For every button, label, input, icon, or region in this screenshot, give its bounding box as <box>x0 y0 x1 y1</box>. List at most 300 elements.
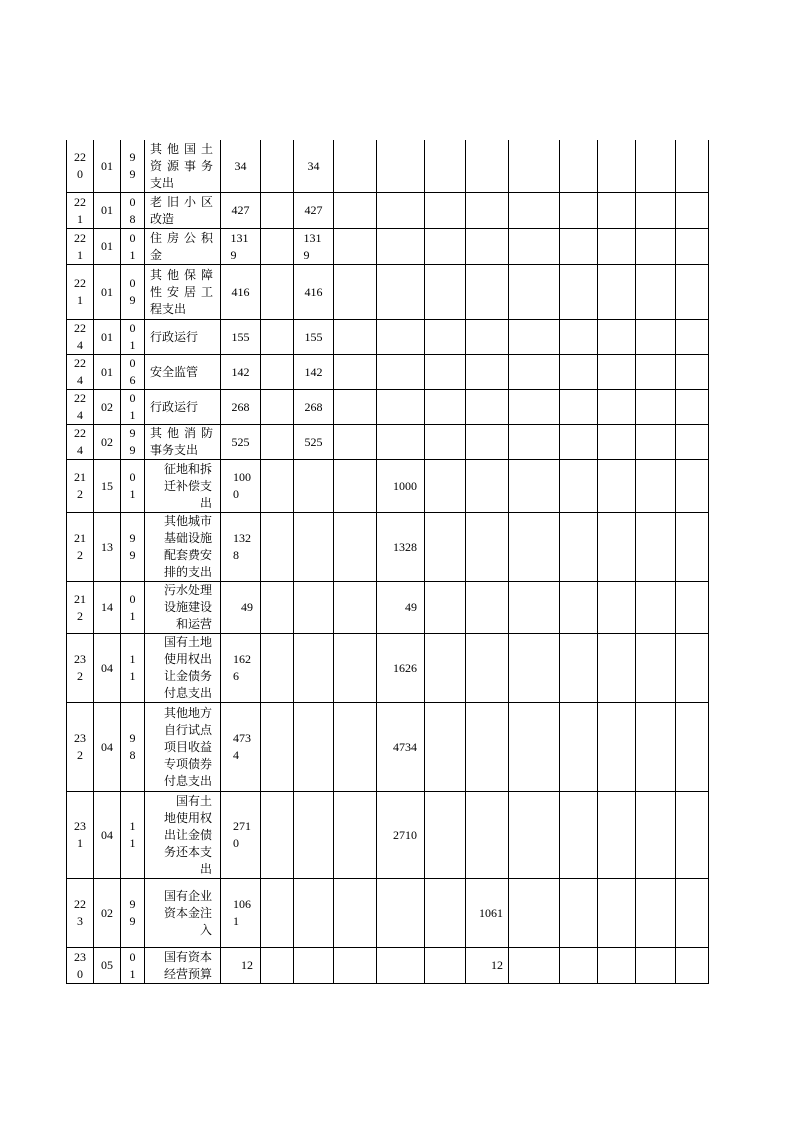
amount-cell <box>636 634 676 703</box>
amount-cell <box>560 390 598 425</box>
total-amount: 1000 <box>233 470 251 501</box>
subject-name <box>150 793 212 878</box>
total-amount: 525 <box>231 434 250 449</box>
amount-cell <box>334 634 377 703</box>
amount-cell <box>294 425 334 460</box>
amount: 4734 <box>393 739 417 754</box>
section-code-cell <box>94 390 121 425</box>
amount-cell <box>466 582 509 634</box>
amount-cell <box>425 582 466 634</box>
section-code: 15 <box>101 478 113 493</box>
amount-cell <box>294 229 334 265</box>
amount-cell <box>294 355 334 390</box>
subject-name-cell <box>145 948 221 984</box>
total-amount-cell <box>221 229 261 265</box>
subject-name-line: 经营预算 <box>163 966 212 981</box>
section-code: 04 <box>101 739 113 754</box>
amount-cell <box>560 460 598 513</box>
subject-name-line: 支出 <box>150 175 175 190</box>
item-code: 11 <box>129 819 136 850</box>
subject-name-line: 入 <box>199 922 212 937</box>
category-code: 224 <box>74 391 86 422</box>
section-code: 14 <box>101 600 113 614</box>
table-row <box>66 229 709 265</box>
subject-name-line: 其他国土 <box>150 141 213 156</box>
total-amount-cell <box>221 355 261 390</box>
section-code-cell <box>94 355 121 390</box>
total-amount-cell <box>221 879 261 948</box>
amount-cell <box>425 193 466 229</box>
amount-cell <box>334 948 377 984</box>
amount: 1626 <box>393 660 417 675</box>
total-amount: 34 <box>234 158 247 173</box>
amount-cell <box>509 460 560 513</box>
category-code-cell <box>66 792 94 879</box>
amount-cell <box>560 229 598 265</box>
amount-cell <box>425 513 466 582</box>
subject-name <box>150 267 213 318</box>
section-code-cell <box>94 320 121 355</box>
amount: 1000 <box>393 478 417 493</box>
amount-cell <box>425 140 466 193</box>
amount-cell <box>425 355 466 390</box>
table-row <box>66 634 709 703</box>
amount-cell <box>377 425 425 460</box>
amount-cell <box>377 582 425 634</box>
section-code-cell <box>94 460 121 513</box>
amount-cell <box>636 425 676 460</box>
amount-cell <box>377 193 425 229</box>
section-code: 02 <box>101 434 113 449</box>
amount-cell <box>377 879 425 948</box>
section-code-cell <box>94 513 121 582</box>
subject-name <box>150 582 212 633</box>
item-code-cell <box>121 634 145 703</box>
category-code: 212 <box>74 531 86 562</box>
amount-cell <box>636 792 676 879</box>
amount-cell <box>598 320 636 355</box>
table-row <box>66 193 709 229</box>
amount-cell <box>598 265 636 320</box>
amount-cell <box>377 229 425 265</box>
subject-name <box>150 888 212 939</box>
total-amount: 268 <box>231 399 250 414</box>
subject-name <box>150 230 213 264</box>
amount-cell <box>334 703 377 792</box>
amount-cell <box>261 879 294 948</box>
section-code-cell <box>94 634 121 703</box>
subject-name-line: 出让金债 <box>163 827 212 842</box>
subject-name-cell <box>145 229 221 265</box>
item-code: 01 <box>129 230 136 262</box>
amount-cell <box>676 320 709 355</box>
amount-cell <box>598 390 636 425</box>
amount-cell <box>377 513 425 582</box>
total-amount: 1626 <box>233 652 251 683</box>
category-code-cell <box>66 634 94 703</box>
subject-name-line: 使用权出 <box>163 652 212 666</box>
item-code-cell <box>121 140 145 193</box>
amount-cell <box>261 582 294 634</box>
amount: 1319 <box>303 230 322 262</box>
amount-cell <box>509 879 560 948</box>
amount-cell <box>261 948 294 984</box>
amount-cell <box>560 140 598 193</box>
amount-cell <box>509 265 560 320</box>
amount-cell <box>466 229 509 265</box>
amount-cell <box>598 513 636 582</box>
amount-cell <box>509 582 560 634</box>
amount-cell <box>676 193 709 229</box>
subject-name <box>150 399 213 416</box>
amount-cell <box>598 140 636 193</box>
amount-cell <box>261 460 294 513</box>
amount-cell <box>425 879 466 948</box>
subject-name-line: 国有企业 <box>163 888 212 903</box>
amount: 34 <box>307 158 320 173</box>
amount-cell <box>377 460 425 513</box>
item-code: 01 <box>129 321 136 352</box>
item-code: 11 <box>129 652 136 683</box>
subject-name-line: 付息支出 <box>163 773 212 788</box>
subject-name <box>150 513 212 581</box>
amount-cell <box>636 320 676 355</box>
amount-cell <box>425 320 466 355</box>
item-code-cell <box>121 948 145 984</box>
total-amount-cell <box>221 634 261 703</box>
subject-name-line: 行政运行 <box>150 329 199 344</box>
amount-cell <box>509 193 560 229</box>
amount-cell <box>676 229 709 265</box>
amount-cell <box>636 229 676 265</box>
table-row <box>66 355 709 390</box>
amount-cell <box>636 193 676 229</box>
category-code: 231 <box>74 819 86 850</box>
amount: 525 <box>304 434 323 449</box>
category-code: 212 <box>74 591 86 623</box>
amount-cell <box>294 390 334 425</box>
amount-cell <box>294 460 334 513</box>
subject-name-line: 国有资本 <box>163 949 212 964</box>
amount-cell <box>377 948 425 984</box>
table-row <box>66 879 709 948</box>
amount-cell <box>509 320 560 355</box>
item-code: 09 <box>129 276 136 307</box>
amount: 12 <box>491 958 503 972</box>
category-code: 232 <box>74 652 86 683</box>
item-code-cell <box>121 792 145 879</box>
amount-cell <box>425 229 466 265</box>
subject-name-line: 排的支出 <box>163 565 212 579</box>
section-code-cell <box>94 948 121 984</box>
table-row <box>66 320 709 355</box>
amount: 268 <box>304 399 323 414</box>
amount-cell <box>261 703 294 792</box>
amount-cell <box>509 229 560 265</box>
amount-cell <box>466 460 509 513</box>
amount-cell <box>598 425 636 460</box>
item-code: 01 <box>129 470 136 501</box>
category-code: 221 <box>74 230 86 262</box>
total-amount: 1328 <box>233 531 251 562</box>
amount-cell <box>466 513 509 582</box>
amount-cell <box>334 513 377 582</box>
amount-cell <box>560 582 598 634</box>
amount-cell <box>636 948 676 984</box>
amount-cell <box>560 634 598 703</box>
amount-cell <box>261 193 294 229</box>
total-amount-cell <box>221 582 261 634</box>
amount-cell <box>334 460 377 513</box>
amount-cell <box>598 355 636 390</box>
subject-name-line: 程支出 <box>150 301 187 316</box>
subject-name-line: 项目收益 <box>163 739 212 754</box>
amount-cell <box>509 355 560 390</box>
subject-name-line: 和运营 <box>175 617 212 631</box>
subject-name-cell <box>145 634 221 703</box>
total-amount: 142 <box>231 364 250 379</box>
amount-cell <box>676 265 709 320</box>
amount-cell <box>334 193 377 229</box>
amount-cell <box>598 634 636 703</box>
amount-cell <box>294 140 334 193</box>
subject-name <box>150 141 213 192</box>
subject-name <box>150 329 213 346</box>
table-row <box>66 265 709 320</box>
amount-cell <box>466 140 509 193</box>
table-row <box>66 703 709 792</box>
amount-cell <box>334 390 377 425</box>
amount-cell <box>294 265 334 320</box>
amount: 142 <box>304 364 323 379</box>
subject-name-cell <box>145 513 221 582</box>
item-code-cell <box>121 703 145 792</box>
amount-cell <box>509 140 560 193</box>
item-code: 08 <box>129 194 136 226</box>
amount-cell <box>294 792 334 879</box>
amount-cell <box>466 948 509 984</box>
amount-cell <box>636 140 676 193</box>
table-row <box>66 425 709 460</box>
category-code-cell <box>66 140 94 193</box>
amount-cell <box>466 425 509 460</box>
amount-cell <box>334 320 377 355</box>
item-code: 99 <box>129 150 136 181</box>
subject-name-line: 其他保障 <box>150 267 213 282</box>
item-code: 99 <box>129 426 136 457</box>
item-code-cell <box>121 320 145 355</box>
amount-cell <box>294 513 334 582</box>
subject-name-line: 地使用权 <box>163 810 212 825</box>
amount-cell <box>466 265 509 320</box>
category-code-cell <box>66 513 94 582</box>
section-code-cell <box>94 792 121 879</box>
amount: 49 <box>405 600 417 614</box>
subject-name-line: 设施建设 <box>163 600 212 614</box>
total-amount-cell <box>221 513 261 582</box>
category-code-cell <box>66 703 94 792</box>
subject-name-line: 国有土 <box>175 793 212 808</box>
subject-name-line: 改造 <box>150 211 175 226</box>
subject-name-line: 自行试点 <box>163 722 212 737</box>
subject-name-line: 其他消防 <box>150 426 213 440</box>
section-code: 01 <box>101 284 113 299</box>
amount-cell <box>676 513 709 582</box>
section-code: 04 <box>101 660 113 675</box>
amount-cell <box>425 634 466 703</box>
total-amount-cell <box>221 703 261 792</box>
subject-name-line: 性安居工 <box>150 284 213 299</box>
category-code-cell <box>66 193 94 229</box>
amount-cell <box>261 634 294 703</box>
amount-cell <box>466 390 509 425</box>
amount-cell <box>261 390 294 425</box>
amount-cell <box>560 265 598 320</box>
amount-cell <box>598 582 636 634</box>
amount-cell <box>425 460 466 513</box>
subject-name-line: 付息支出 <box>163 686 212 700</box>
amount-cell <box>377 320 425 355</box>
amount-cell <box>334 140 377 193</box>
amount-cell <box>377 140 425 193</box>
total-amount-cell <box>221 390 261 425</box>
item-code: 98 <box>129 731 136 762</box>
category-code: 232 <box>74 731 86 762</box>
amount-cell <box>425 390 466 425</box>
category-code-cell <box>66 425 94 460</box>
category-code: 223 <box>74 897 86 928</box>
category-code-cell <box>66 355 94 390</box>
subject-name-cell <box>145 355 221 390</box>
category-code: 224 <box>74 356 86 387</box>
amount-cell <box>466 703 509 792</box>
subject-name-cell <box>145 792 221 879</box>
subject-name-line: 资源事务 <box>150 158 213 173</box>
amount-cell <box>377 390 425 425</box>
amount-cell <box>560 879 598 948</box>
table-row <box>66 513 709 582</box>
amount-cell <box>560 193 598 229</box>
amount-cell <box>466 634 509 703</box>
section-code-cell <box>94 140 121 193</box>
amount-cell <box>261 265 294 320</box>
total-amount-cell <box>221 193 261 229</box>
category-code-cell <box>66 879 94 948</box>
amount-cell <box>509 390 560 425</box>
amount: 416 <box>304 284 323 299</box>
amount-cell <box>636 879 676 948</box>
subject-name-line: 国有土地 <box>163 635 212 649</box>
category-code: 230 <box>74 949 86 981</box>
amount-cell <box>636 390 676 425</box>
amount-cell <box>466 320 509 355</box>
amount-cell <box>261 792 294 879</box>
amount-cell <box>676 355 709 390</box>
subject-name-line: 住房公积 <box>150 230 213 245</box>
section-code-cell <box>94 425 121 460</box>
subject-name-line: 征地和拆 <box>163 461 212 476</box>
amount-cell <box>425 792 466 879</box>
amount-cell <box>377 792 425 879</box>
item-code: 06 <box>129 356 136 387</box>
section-code: 01 <box>101 239 113 253</box>
section-code-cell <box>94 193 121 229</box>
item-code: 99 <box>129 897 136 928</box>
item-code-cell <box>121 425 145 460</box>
subject-name-line: 老旧小区 <box>150 194 213 209</box>
subject-name-cell <box>145 703 221 792</box>
amount-cell <box>466 879 509 948</box>
total-amount-cell <box>221 265 261 320</box>
category-code: 212 <box>74 470 86 501</box>
amount-cell <box>676 425 709 460</box>
amount-cell <box>466 792 509 879</box>
amount-cell <box>334 265 377 320</box>
total-amount: 155 <box>231 329 250 344</box>
subject-name-line: 资本金注 <box>163 905 212 920</box>
amount-cell <box>509 634 560 703</box>
subject-name <box>150 634 212 702</box>
amount-cell <box>377 634 425 703</box>
subject-name-cell <box>145 460 221 513</box>
total-amount: 1319 <box>230 230 249 262</box>
amount-cell <box>598 460 636 513</box>
amount: 155 <box>304 329 323 344</box>
amount-cell <box>261 320 294 355</box>
item-code-cell <box>121 193 145 229</box>
subject-name <box>150 461 212 512</box>
amount-cell <box>466 193 509 229</box>
amount-cell <box>261 229 294 265</box>
budget-table <box>66 140 709 984</box>
category-code-cell <box>66 320 94 355</box>
subject-name <box>150 949 212 983</box>
table-row <box>66 582 709 634</box>
category-code-cell <box>66 390 94 425</box>
item-code-cell <box>121 513 145 582</box>
total-amount: 49 <box>241 600 253 614</box>
section-code-cell <box>94 879 121 948</box>
item-code-cell <box>121 355 145 390</box>
subject-name-cell <box>145 140 221 193</box>
amount-cell <box>636 460 676 513</box>
subject-name-line: 行政运行 <box>150 399 199 414</box>
section-code: 02 <box>101 905 113 920</box>
subject-name-cell <box>145 425 221 460</box>
subject-name-line: 事务支出 <box>150 443 199 457</box>
amount-cell <box>676 703 709 792</box>
table-row <box>66 460 709 513</box>
amount-cell <box>261 140 294 193</box>
item-code-cell <box>121 460 145 513</box>
amount-cell <box>560 355 598 390</box>
item-code-cell <box>121 229 145 265</box>
table-row <box>66 792 709 879</box>
amount-cell <box>598 703 636 792</box>
section-code-cell <box>94 582 121 634</box>
amount-cell <box>676 390 709 425</box>
amount-cell <box>560 948 598 984</box>
amount-cell <box>598 879 636 948</box>
category-code: 220 <box>74 150 86 181</box>
amount-cell <box>261 355 294 390</box>
category-code: 221 <box>74 194 86 226</box>
amount-cell <box>560 703 598 792</box>
amount: 2710 <box>393 827 417 842</box>
subject-name-line: 配套费安 <box>163 548 212 562</box>
item-code: 01 <box>129 949 136 981</box>
subject-name-cell <box>145 193 221 229</box>
